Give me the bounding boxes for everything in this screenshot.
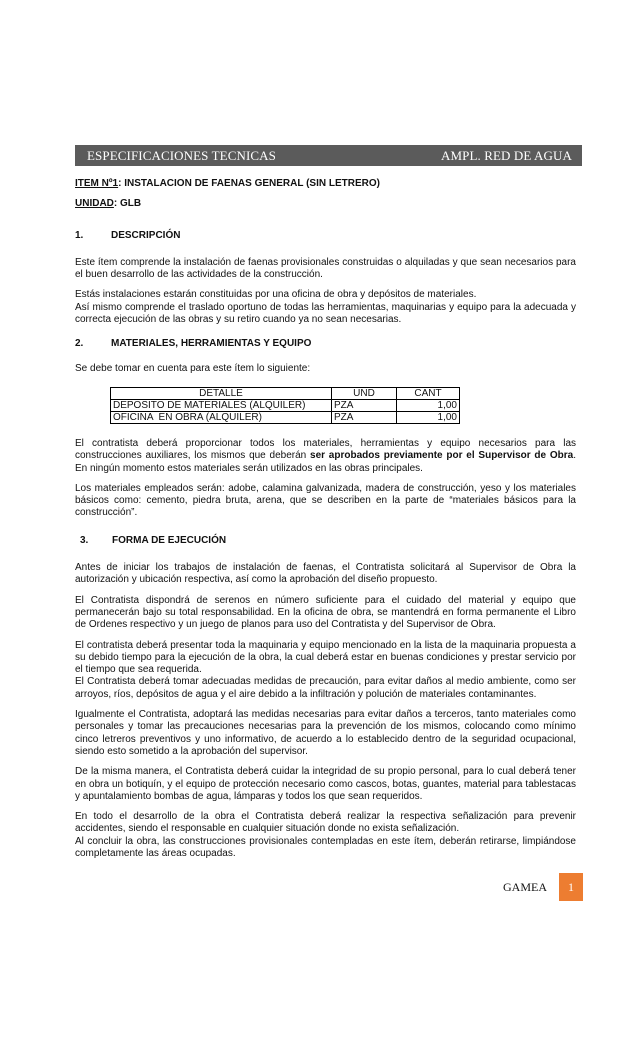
- section-1-paragraph-1: Este ítem comprende la instalación de faenas provisionales construidas o alquiladas y que sean necesarios para el buen desarrollo de las actividades de la construcción.: [75, 256, 576, 281]
- header-right-title: AMPL. RED DE AGUA: [441, 147, 572, 163]
- section-1-paragraph-2b: Así mismo comprende el traslado oportuno de todas las herramientas, maquinarias y equipo para la adecuada y correcta ejecución de las obras y su retiro cuando ya no sean necesarias.: [75, 301, 576, 326]
- section-2-heading: [75, 338, 576, 350]
- unit-label: UNIDAD: [75, 198, 114, 210]
- section-1-paragraph-2a: Estás instalaciones estarán constituidas por una oficina de obra y depósitos de materiales.: [75, 289, 477, 301]
- section-3-paragraph-6b: Al concluir la obra, las construcciones provisionales contempladas en este ítem, deberán retirarse, limpiándose completamente las áreas ocupadas.: [75, 835, 576, 859]
- section-2-paragraph-2: Los materiales empleados serán: adobe, calamina galvanizada, madera de construcción, yeso y los materiales básicos como: cemento, piedra bruta, arena, que se describen en la parte de “materiales básicos para la construcción”.: [75, 482, 576, 519]
- materials-table: [110, 387, 460, 424]
- table-row: [111, 399, 460, 411]
- document-body: [75, 178, 576, 860]
- section-3-paragraph-3a: El contratista deberá presentar toda la maquinaria y equipo mencionado en la lista de la maquinaria propuesta a su debido tiempo para la ejecución de la obra, la cual deberá estar en buenas condiciones y prestar servicio por el tiempo que sea requerida.: [75, 639, 576, 676]
- section-3-paragraph-2: El Contratista dispondrá de serenos en número suficiente para el cuidado del material y equipo que permanecerán bajo su total responsabilidad. En la oficina de obra, se mantendrá en forma permanente el Libro de Ordenes respectivo y un juego de planos para uso del Contratista y del Supervisor de Obra.: [75, 594, 576, 631]
- table-header-und: UND: [332, 387, 397, 399]
- section-3-title: FORMA DE EJECUCIÓN: [112, 534, 227, 546]
- table-cell-detalle: DEPOSITO DE MATERIALES (ALQUILER): [111, 399, 332, 411]
- table-cell-detalle: OFICINA EN OBRA (ALQUILER): [111, 411, 332, 423]
- table-row: [111, 411, 460, 423]
- section-3-heading: [75, 535, 576, 547]
- page-number-badge: 1: [559, 873, 583, 901]
- table-header-detalle: DETALLE: [111, 387, 332, 399]
- table-cell-und: PZA: [332, 411, 397, 423]
- section-2-paragraph-1-end: . En ningún momento estos materiales serán utilizados en las obras principales.: [75, 450, 577, 474]
- item-label: ITEM Nº1: [75, 178, 119, 189]
- page-header-bar: [75, 145, 582, 166]
- section-2-number: 2.: [75, 338, 84, 350]
- unit-value: : GLB: [113, 198, 142, 210]
- section-1-title: DESCRIPCIÓN: [111, 229, 181, 241]
- section-1-heading: [75, 230, 576, 242]
- table-cell-und: PZA: [332, 399, 397, 411]
- section-2-paragraph-1: [75, 438, 576, 475]
- section-2-title: MATERIALES, HERRAMIENTAS Y EQUIPO: [111, 338, 312, 350]
- table-cell-cant: 1,00: [397, 399, 460, 411]
- section-3-paragraph-6a: En todo el desarrollo de la obra el Contratista deberá realizar la respectiva señalización para prevenir accidentes, siendo el responsable en cualquier situación donde no exista señalización.: [75, 811, 576, 835]
- item-title: : INSTALACION DE FAENAS GENERAL (SIN LETRERO): [118, 178, 380, 189]
- section-3-paragraph-4: Igualmente el Contratista, adoptará las medidas necesarias para evitar daños a terceros, tanto materiales como personales y tomar las precauciones necesarias para la prevención de los mismos, colocando como mínimo cinco letreros preventivos y uno informativo, de acuerdo a lo establecido dentro de la seguridad ocupacional, siendo esto sometido a la aprobación del supervisor.: [75, 709, 576, 757]
- section-3-paragraph-3b: El Contratista deberá tomar adecuadas medidas de precaución, para evitar daños al medio ambiente, como ser arroyos, ríos, depósitos de agua y el aire debido a la infiltración y polución de materiales contaminantes.: [75, 676, 576, 700]
- section-2-paragraph-1-bold: ser aprobados previamente por el Supervisor de Obra: [310, 450, 574, 462]
- header-left-title: ESPECIFICACIONES TECNICAS: [87, 147, 276, 163]
- item-heading: [75, 178, 576, 190]
- table-header-row: [111, 387, 460, 399]
- section-3-paragraph-5: De la misma manera, el Contratista deberá cuidar la integridad de su propio personal, para lo cual deberá tener en obra un botiquín, y el equipo de protección necesario como cascos, botas, guantes, material para tablestacas y apuntalamiento bombas de agua, lámparas y todos los que sean requeridos.: [75, 766, 576, 802]
- table-cell-cant: 1,00: [397, 411, 460, 423]
- section-3-paragraph-1: Antes de iniciar los trabajos de instalación de faenas, el Contratista solicitará al Supervisor de Obra la autorización y ubicación respectiva, así como la aprobación del diseño propuesto.: [75, 562, 576, 586]
- section-3-number: 3.: [80, 534, 89, 546]
- section-1-number: 1.: [75, 229, 84, 241]
- table-header-cant: CANT: [397, 387, 460, 399]
- section-2-paragraph-1-start: El contratista deberá proporcionar todos los materiales, herramientas y equipo necesarios para las construcciones auxiliares, los mismos que deberán: [75, 437, 576, 462]
- footer-company-name: GAMEA: [503, 880, 547, 894]
- unit-line: [75, 198, 576, 210]
- section-2-intro: Se debe tomar en cuenta para este ítem lo siguiente:: [75, 362, 311, 374]
